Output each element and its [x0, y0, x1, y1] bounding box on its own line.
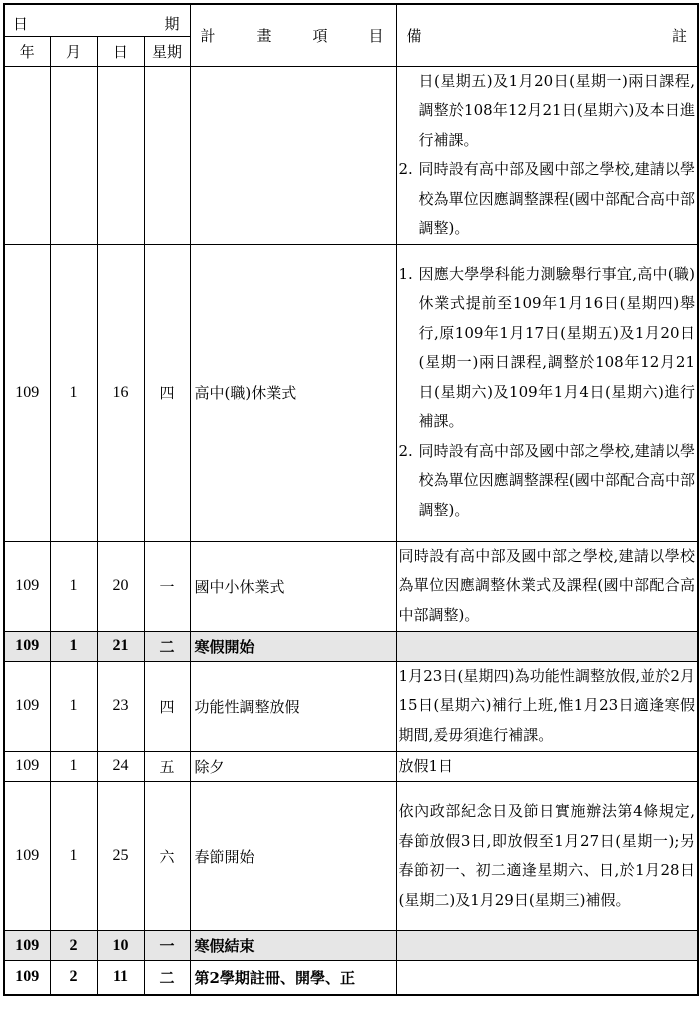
note-text: 同時設有高中部及國中部之學校,建請以學校為單位因應調整課程(國中部配合高中部調整)。	[418, 441, 695, 519]
row-project: 第2學期註冊、開學、正	[190, 961, 396, 995]
row-weekday: 一	[144, 541, 190, 631]
row-month: 1	[50, 751, 97, 782]
row-project	[190, 66, 396, 244]
note-marker: 1.	[398, 264, 413, 283]
table-row	[4, 751, 698, 782]
note-text: 因應大學學科能力測驗舉行事宜,高中(職)休業式提前至109年1月16日(星期四)舉行,原109年1月17日(星期五)及1月20日(星期一)兩日課程,調整於108年12月21日(星期六)及109年1月4日(星期六)進行補課。	[418, 264, 695, 431]
note-marker: 2.	[398, 160, 413, 178]
note-text: 1月23日(星期四)為功能性調整放假,並於2月15日(星期六)補行上班,惟1月23日適逢寒假期間,爰毋須進行補課。	[398, 666, 695, 744]
row-note	[396, 931, 698, 961]
col-year-header: 年	[4, 36, 50, 66]
note-item	[399, 67, 696, 156]
row-project: 國中小休業式	[190, 541, 396, 631]
row-note	[396, 66, 698, 244]
row-month: 1	[50, 661, 97, 751]
table-body	[4, 66, 698, 995]
col-day-header: 日	[97, 36, 144, 66]
row-year: 109	[4, 631, 50, 661]
table-row	[4, 782, 698, 931]
row-weekday: 二	[144, 631, 190, 661]
note-marker: 2.	[398, 441, 413, 460]
row-year	[4, 66, 50, 244]
row-weekday: 五	[144, 751, 190, 782]
row-weekday: 二	[144, 961, 190, 995]
row-month: 1	[50, 541, 97, 631]
row-note	[396, 661, 698, 751]
note-text: 日(星期五)及1月20日(星期一)兩日課程,調整於108年12月21日(星期六)及本日進行補課。	[418, 71, 695, 149]
table-row	[4, 631, 698, 661]
row-day: 24	[97, 751, 144, 782]
table-row	[4, 661, 698, 751]
note-marker	[399, 67, 419, 156]
row-project: 春節開始	[190, 782, 396, 931]
row-project: 寒假開始	[190, 631, 396, 661]
project-header-char: 目	[368, 26, 384, 45]
project-header-char: 計	[200, 26, 216, 45]
row-day: 10	[97, 931, 144, 961]
row-note	[396, 961, 698, 995]
note-header	[396, 4, 698, 66]
table-row	[4, 541, 698, 631]
table-row	[4, 931, 698, 961]
row-month	[50, 66, 97, 244]
col-month-header: 月	[50, 36, 97, 66]
row-day	[97, 66, 144, 244]
row-note	[396, 244, 698, 541]
project-header-char: 畫	[256, 26, 272, 45]
row-month: 2	[50, 961, 97, 995]
date-header-left: 日	[13, 15, 29, 33]
note-header-char: 備	[406, 26, 422, 45]
row-project: 除夕	[190, 751, 396, 782]
row-note	[396, 541, 698, 631]
note-header-char: 註	[671, 26, 687, 45]
row-note	[396, 631, 698, 661]
row-year: 109	[4, 782, 50, 931]
row-month: 1	[50, 782, 97, 931]
row-day: 23	[97, 661, 144, 751]
date-header-right: 期	[164, 15, 180, 33]
project-header-char: 項	[312, 26, 328, 45]
row-day: 21	[97, 631, 144, 661]
row-day: 25	[97, 782, 144, 931]
table-row	[4, 244, 698, 541]
row-day: 16	[97, 244, 144, 541]
table-row	[4, 961, 698, 995]
row-year: 109	[4, 661, 50, 751]
note-text: 同時設有高中部及國中部之學校,建請以學校為單位因應調整休業式及課程(國中部配合高中部調整)。	[398, 546, 695, 624]
table-row	[4, 66, 698, 244]
row-weekday: 四	[144, 244, 190, 541]
note-item	[399, 797, 696, 915]
row-day: 11	[97, 961, 144, 995]
row-weekday: 六	[144, 782, 190, 931]
row-year: 109	[4, 541, 50, 631]
row-month: 1	[50, 244, 97, 541]
row-weekday: 四	[144, 661, 190, 751]
calendar-table	[3, 3, 699, 996]
note-text: 同時設有高中部及國中部之學校,建請以學校為單位因應調整課程(國中部配合高中部調整)。	[418, 160, 695, 237]
row-note	[396, 751, 698, 782]
project-header	[190, 4, 396, 66]
note-item	[399, 155, 696, 244]
row-note	[396, 782, 698, 931]
row-project: 功能性調整放假	[190, 661, 396, 751]
note-item	[399, 752, 696, 782]
row-year: 109	[4, 961, 50, 995]
note-item	[399, 437, 696, 526]
row-year: 109	[4, 931, 50, 961]
row-month: 2	[50, 931, 97, 961]
note-text: 放假1日	[398, 756, 454, 775]
col-weekday-header: 星期	[144, 36, 190, 66]
row-month: 1	[50, 631, 97, 661]
note-item	[399, 260, 696, 437]
note-item	[399, 542, 696, 631]
row-project: 高中(職)休業式	[190, 244, 396, 541]
note-item	[399, 662, 696, 751]
row-weekday: 一	[144, 931, 190, 961]
note-text: 依內政部紀念日及節日實施辦法第4條規定,春節放假3日,即放假至1月27日(星期一);另春節初一、初二適逢星期六、日,於1月28日(星期二)及1月29日(星期三)補假。	[398, 802, 695, 909]
row-project: 寒假結束	[190, 931, 396, 961]
row-day: 20	[97, 541, 144, 631]
row-year: 109	[4, 751, 50, 782]
date-header	[4, 4, 190, 36]
row-year: 109	[4, 244, 50, 541]
row-weekday	[144, 66, 190, 244]
